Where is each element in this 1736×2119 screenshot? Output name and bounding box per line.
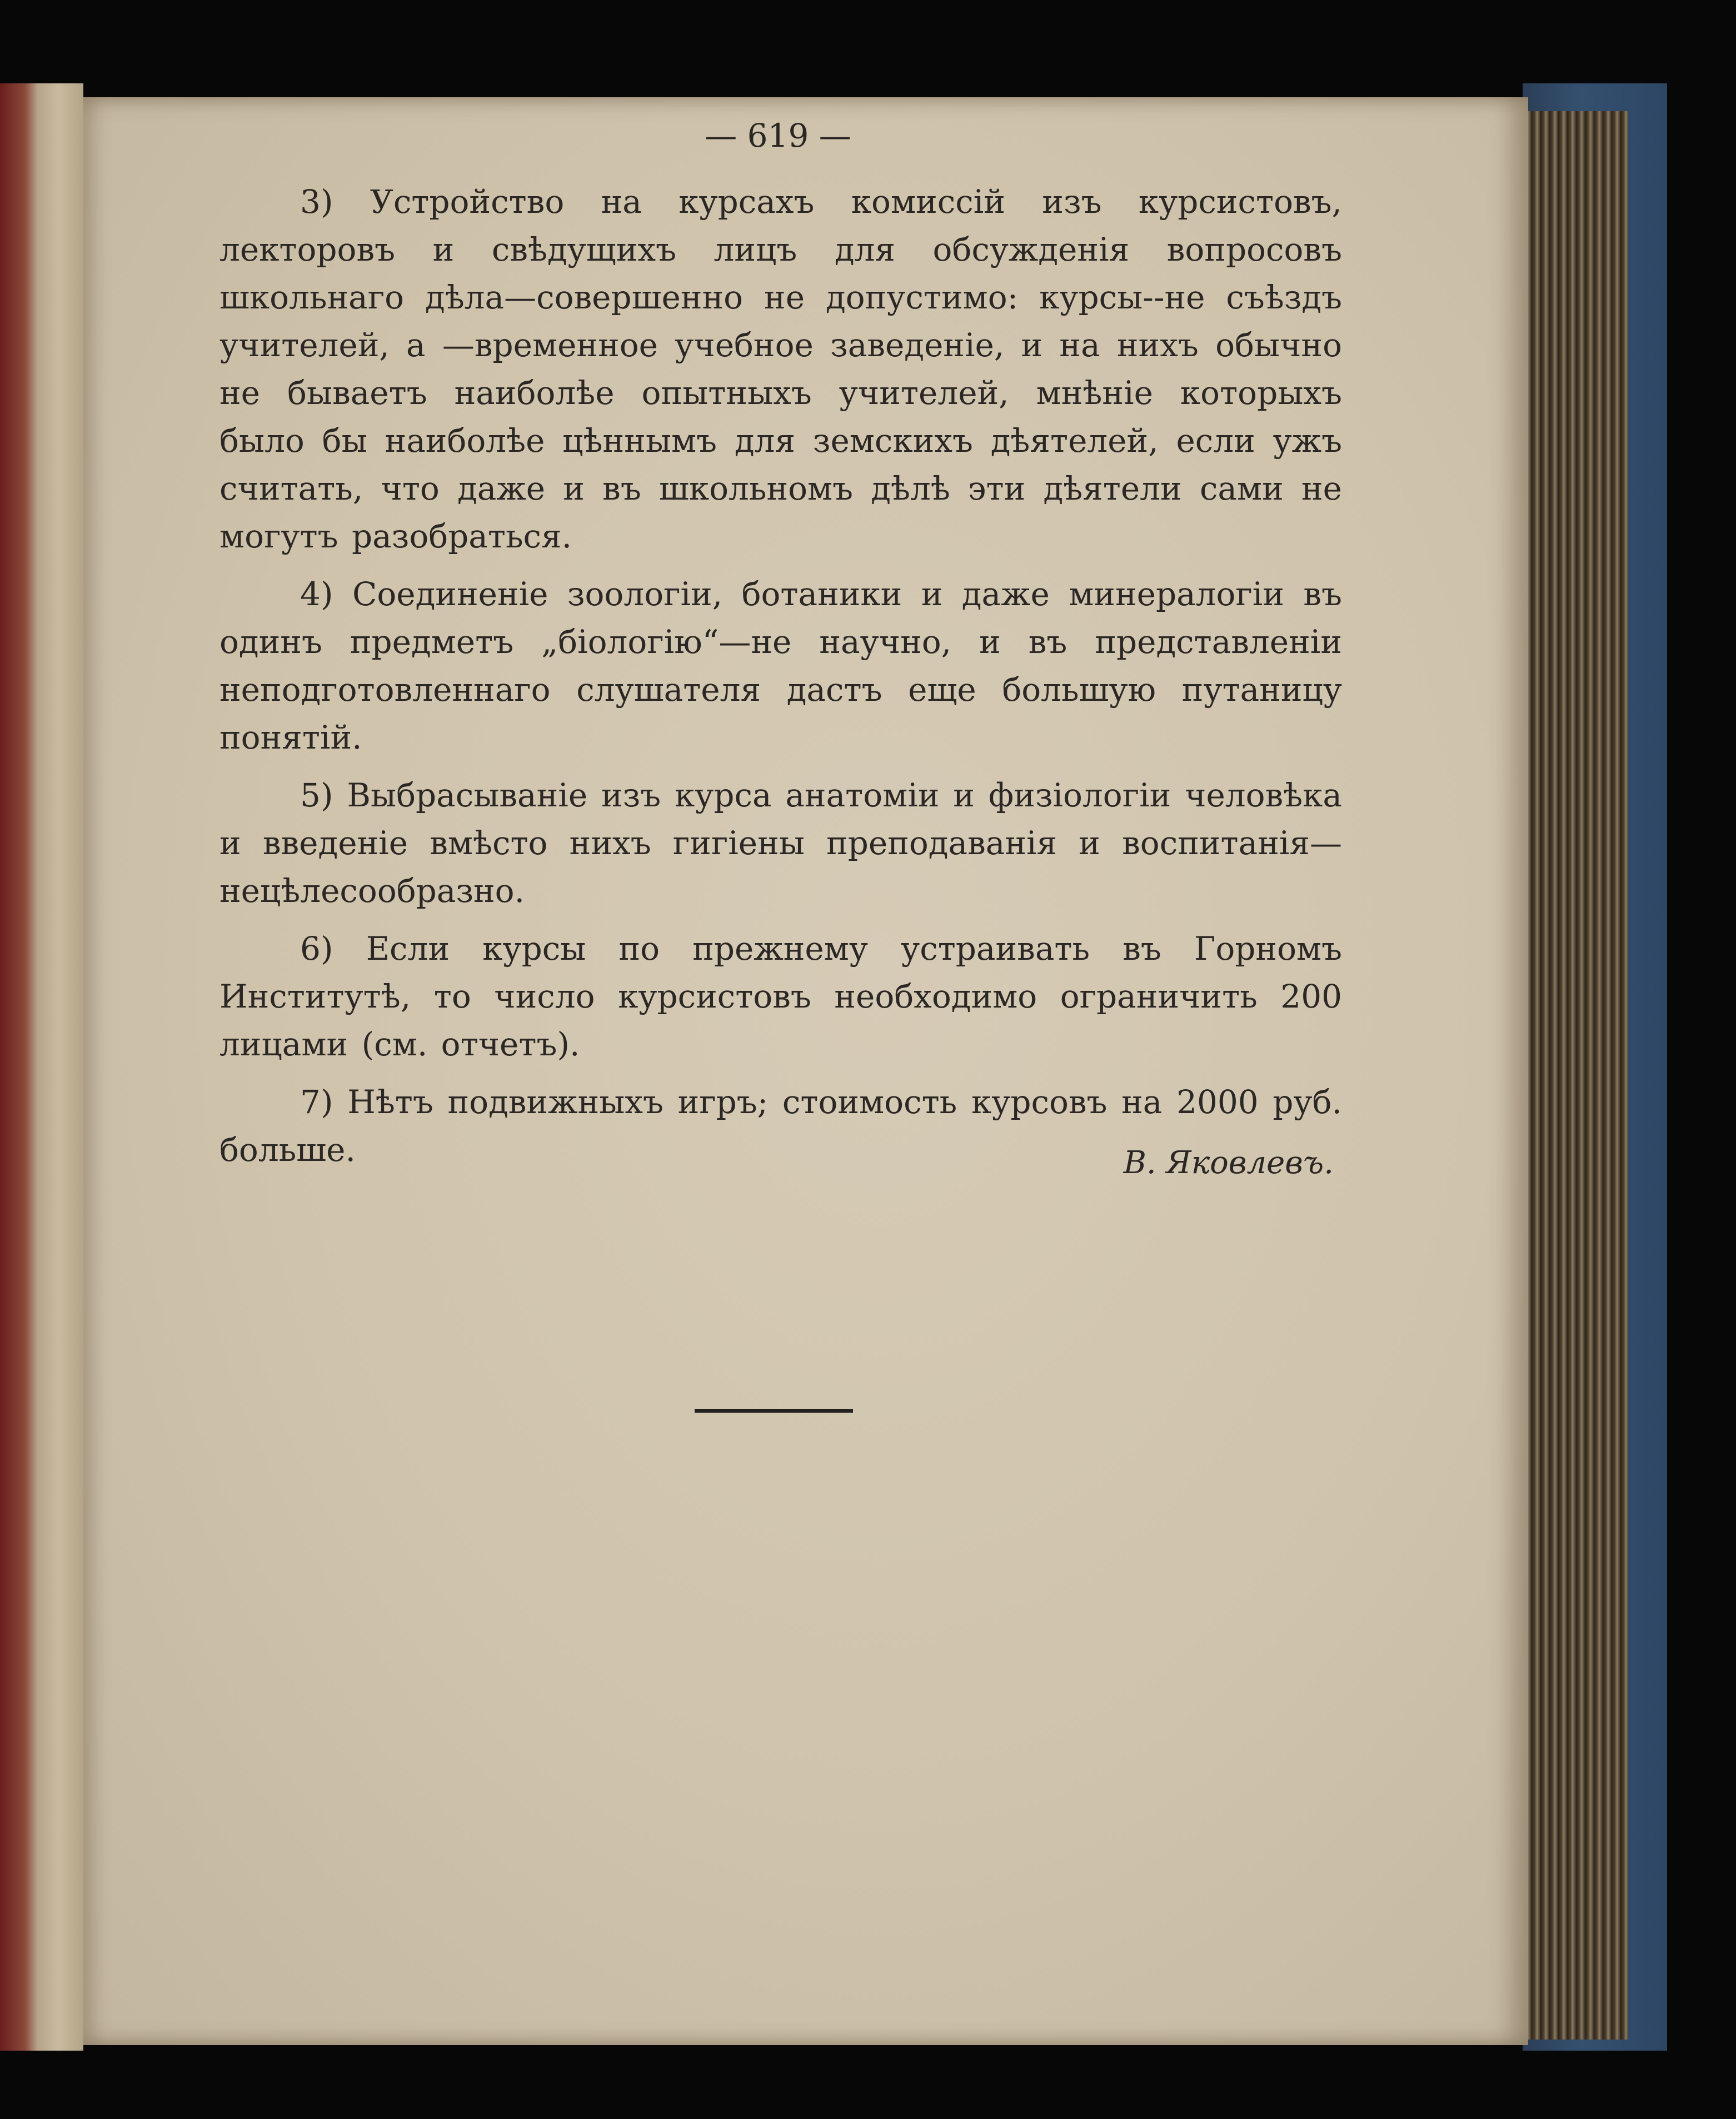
paragraph-6: 6) Если курсы по прежнему устраивать въ Горномъ Институтѣ, то число курсистовъ необходимо ограничить 200 лицами (см. отчетъ). <box>220 930 1342 1063</box>
paragraph-3: 3) Устройство на курсахъ комиссій изъ курсистовъ, лекторовъ и свѣдущихъ лицъ для обсужденія вопросовъ школьнаго дѣла—совершенно не допустимо: курсы--не съѣздъ учителей, а —временное учебное заведеніе, и на нихъ обычно не бываетъ наиболѣе опытныхъ учителей, мнѣніе которыхъ было бы наиболѣе цѣннымъ для земскихъ дѣятелей, если ужъ считать, что даже и въ школьномъ дѣлѣ эти дѣятели сами не могутъ разобраться. <box>220 183 1342 555</box>
paragraph-5: 5) Выбрасываніе изъ курса анатоміи и физіологіи человѣка и введеніе вмѣсто нихъ гигіены преподаванія и воспитанія—нецѣлесообразно. <box>220 776 1342 910</box>
page-stack-edge <box>1523 111 1628 2040</box>
previous-page-edge <box>0 83 83 2051</box>
author-signature: В. Яковлевъ. <box>1123 1145 1334 1181</box>
section-divider <box>695 1409 853 1413</box>
paragraph-4: 4) Соединеніе зоологіи, ботаники и даже минералогіи въ одинъ предметъ „біологію“—не научно, и въ представленіи неподготовленнаго слушателя дастъ еще большую путаницу понятій. <box>220 575 1342 756</box>
page-number: — 619 — <box>705 117 851 154</box>
body-text <box>220 178 1342 1184</box>
paragraph-7: 7) Нѣтъ подвижныхъ игръ; стоимость курсовъ на 2000 руб. больше. <box>220 1083 1342 1169</box>
